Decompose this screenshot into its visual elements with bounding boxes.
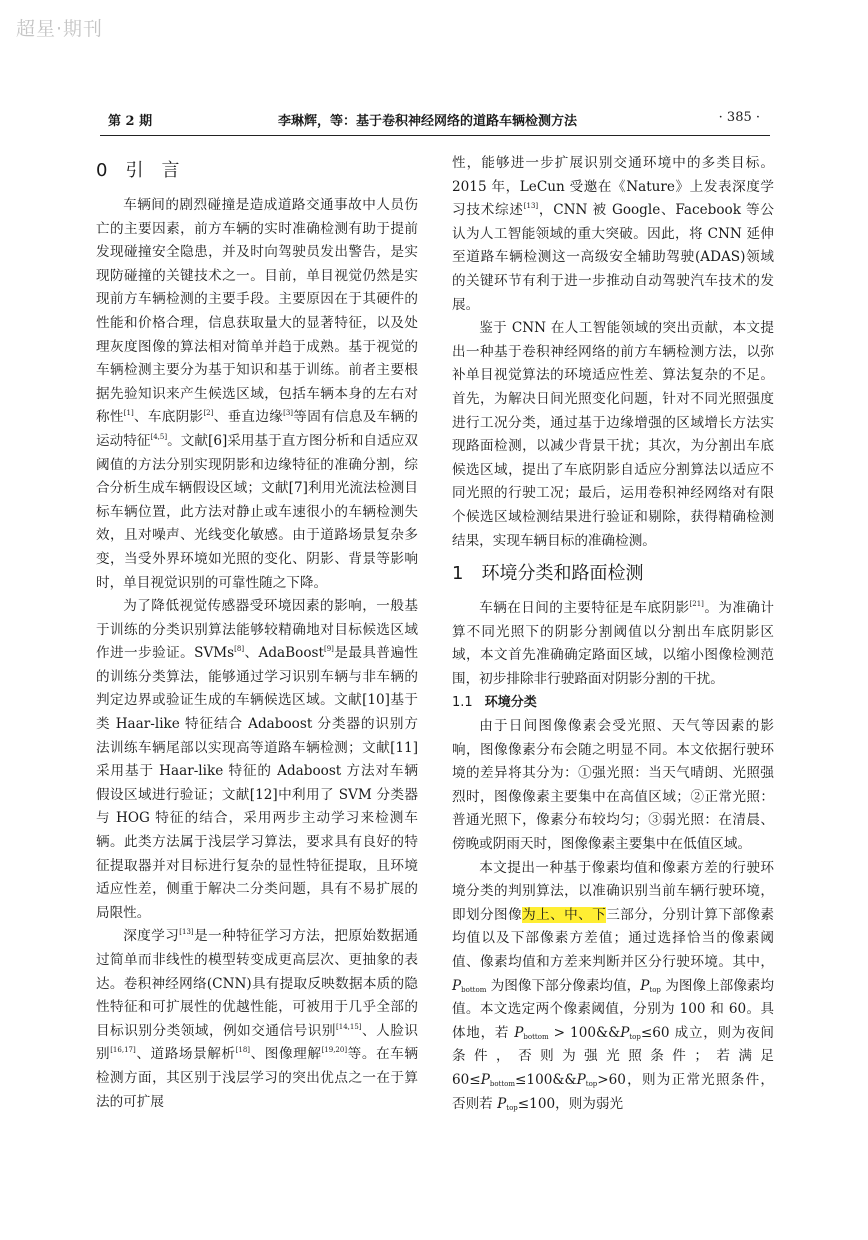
paragraph: 性，能够进一步扩展识别交通环境中的多类目标。2015 年，LeCun 受邀在《Nature》上发表深度学习技术综述[13]，CNN 被 Google、Facebook 等公认为人工智能领域的重大突破。因此，将 CNN 延伸至道路车辆检测这一高级安全辅助驾驶(ADAS)领域的关键环节有利于进一步推动自动驾驶汽车技术的发展。 <box>452 155 774 313</box>
citation: [1] <box>123 409 134 418</box>
citation: [13] <box>523 202 539 211</box>
watermark-logo: 超星·期刊 <box>16 18 104 40</box>
right-column <box>452 152 774 1116</box>
citation: [18] <box>235 1046 251 1055</box>
paragraph: 本文提出一种基于像素均值和像素方差的行驶环境分类的判别算法，以准确识别当前车辆行驶环境，即划分图像为上、中、下三部分，分别计算下部像素均值以及下部像素方差值；通过选择恰当的像素阈值、像素均值和方差来判断并区分行驶环境。其中，$P_{bottom}$ 为图像下部分像素均值，$P_{top}$ 为图像上部像素均值。本文选定两个像素阈值，分别为 100 和 60。具体地，若 $P_{bottom}$ > $100\&\&P_{top}\le 60$ 成立，则为夜间条件，否则为强光照条件；若满足 $60\le P_{bottom}\le 100\&\&P_{top}>60$，则为正常光照条件，否则若 $P_{top}\le 100$，则为弱光 <box>452 859 775 1112</box>
paragraph: 为了降低视觉传感器受环境因素的影响，一般基于训练的分类识别算法能够较精确地对目标候选区域作进一步验证。SVMs[8]、AdaBoost[9]是最具普遍性的训练分类算法，能够通过学习识别车辆与非车辆的判定边界或验证生成的车辆候选区域。文献[10]基于类 Haar-like 特征结合 Adaboost 分类器的识别方法训练车辆尾部以实现高等道路车辆检测；文献[11]采用基于 Haar-like 特征的 Adaboost 方法对车辆假设区域进行验证；文献[12]中利用了 SVM 分类器与 HOG 特征的结合，采用两步主动学习来检测车辆。此类方法属于浅层学习算法，要求具有良好的特征提取器并对目标进行复杂的显性特征提取，且环境适应性差，侧重于解决二分类问题，具有不易扩展的局限性。 <box>96 598 419 921</box>
issue-number: 第 2 期 <box>108 114 153 129</box>
section-heading-intro: 0 引 言 <box>96 160 180 181</box>
left-column <box>96 152 418 1114</box>
citation: [2] <box>203 409 214 418</box>
highlighted-text: 为上、中、下 <box>522 906 607 923</box>
section-heading-1: 1 环境分类和路面检测 <box>452 563 644 585</box>
paragraph: 深度学习[13]是一种特征学习方法，把原始数据通过简单而非线性的模型转变成更高层次、更抽象的表达。卷积神经网络(CNN)具有提取反映数据本质的隐性特征和可扩展性的优越性能，可被用于几乎全部的目标识别分类领域，例如交通信号识别[14,15]、人脸识别[16,17]、道路场景解析[18]、图像理解[19,20]等。在车辆检测方面，其区别于浅层学习的突出优点之一在于算法的可扩展 <box>96 928 419 1110</box>
citation: [3] <box>283 409 294 418</box>
page-number: · 385 · <box>718 110 760 125</box>
paragraph: 鉴于 CNN 在人工智能领域的突出贡献，本文提出一种基于卷积神经网络的前方车辆检测方法，以弥补单目视觉算法的环境适应性差、算法复杂的不足。首先，为解决日间光照变化问题，针对不同光照强度进行工况分类，通过基于边缘增强的区域增长方法实现路面检测，以减少背景干扰；其次，为分割出车底候选区域，提出了车底阴影自适应分割算法以适应不同光照的行驶工况；最后，运用卷积神经网络对有限个候选区域检测结果进行验证和剔除，获得精确检测结果，实现车辆目标的准确检测。 <box>452 320 774 549</box>
paragraph: 车辆间的剧烈碰撞是造成道路交通事故中人员伤亡的主要因素，前方车辆的实时准确检测有助于提前发现碰撞安全隐患，并及时向驾驶员发出警告，是实现防碰撞的关键技术之一。目前，单目视觉仍然是实现前方车辆检测的主要手段。主要原因在于其硬件的性能和价格合理，信息获取量大的显著特征，以及处理灰度图像的算法相对简单并趋于成熟。基于视觉的车辆检测主要分为基于知识和基于训练。前者主要根据先验知识来产生候选区域，包括车辆本身的左右对称性[1]、车底阴影[2]、垂直边缘[3]等固有信息及车辆的运动特征[4,5]。文献[6]采用基于直方图分析和自适应双阈值的方法分别实现阴影和边缘特征的准确分割，综合分析生成车辆假设区域；文献[7]利用光流法检测目标车辆位置，此方法对静止或车速很小的车辆检测失效，且对噪声、光线变化敏感。由于道路场景复杂多变，当受外界环境如光照的变化、阴影、背景等影响时，单目视觉识别的可靠性随之下降。 <box>96 197 419 591</box>
paragraph: 由于日间图像像素会受光照、天气等因素的影响，图像像素分布会随之明显不同。本文依据行驶环境的差异将其分为：①强光照：当天气晴朗、光照强烈时，图像像素主要集中在高值区域；②正常光照：普通光照下，像素分布较均匀；③弱光照：在清晨、傍晚或阴雨天时，图像像素主要集中在低值区域。 <box>452 718 774 853</box>
citation: [4,5] <box>150 432 168 441</box>
subsection-heading-1-1: 1.1 环境分类 <box>452 695 537 711</box>
citation: [13] <box>179 928 194 937</box>
citation: [9] <box>323 645 334 654</box>
citation: [21] <box>689 600 704 609</box>
citation: [14,15] <box>336 1022 362 1031</box>
citation: [8] <box>234 645 245 654</box>
header-rule <box>100 135 770 136</box>
article-running-title: 李琳辉，等：基于卷积神经网络的道路车辆检测方法 <box>278 114 578 129</box>
paragraph: 车辆在日间的主要特征是车底阴影[21]。为准确计算不同光照下的阴影分割阈值以分割出车底阴影区域，本文首先准确确定路面区域，以缩小图像检测范围，初步排除非行驶路面对阴影分割的干扰。 <box>452 600 774 687</box>
citation: [19,20] <box>321 1046 348 1055</box>
citation: [16,17] <box>110 1046 136 1055</box>
running-header <box>108 110 760 130</box>
